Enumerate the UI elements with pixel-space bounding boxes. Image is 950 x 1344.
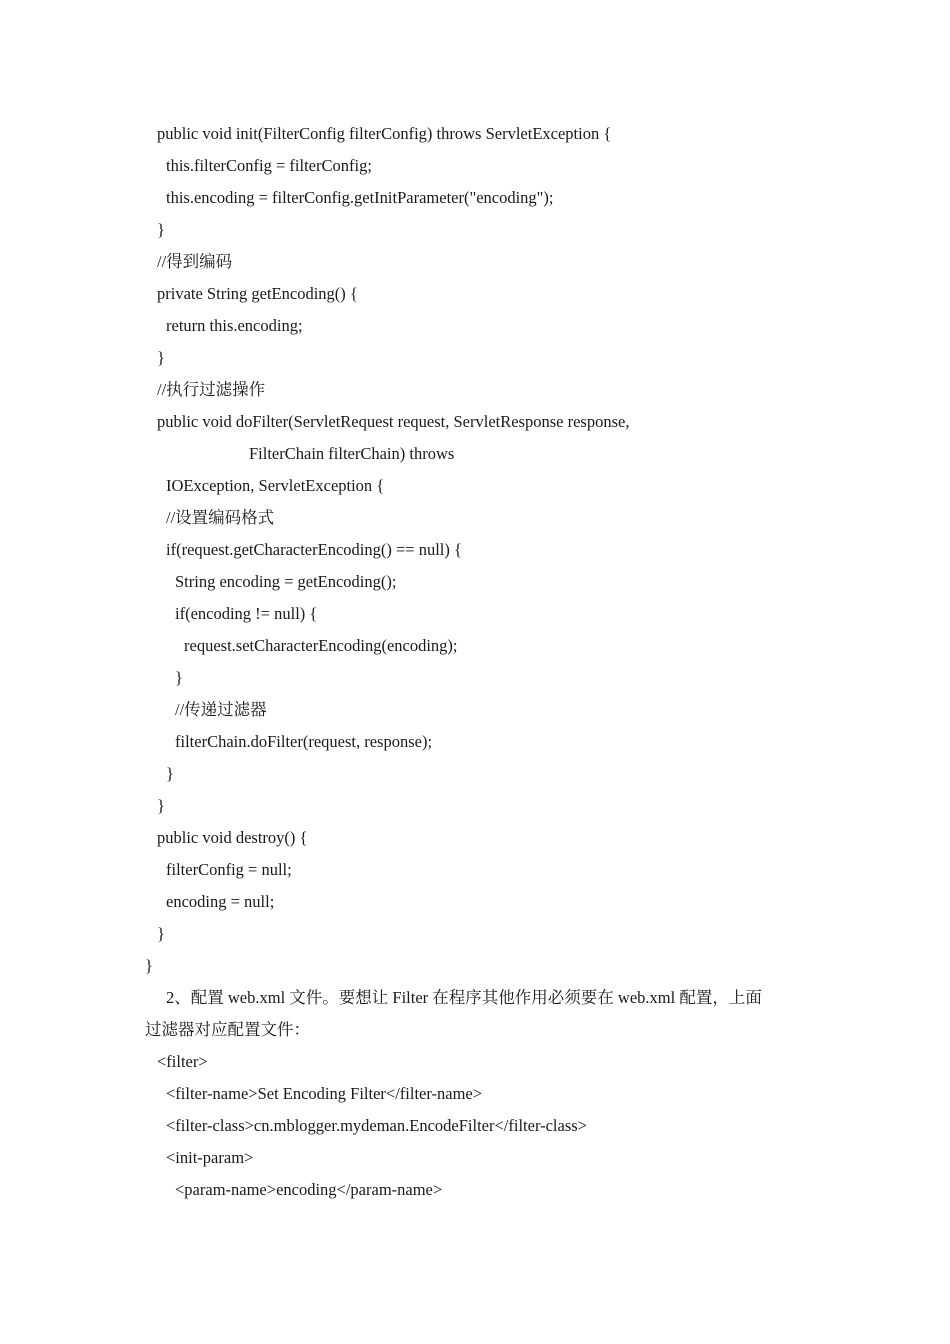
code-line: public void doFilter(ServletRequest request, ServletResponse response, bbox=[157, 412, 630, 431]
code-line: private String getEncoding() { bbox=[157, 284, 358, 303]
code-comment: //传递过滤器 bbox=[175, 700, 267, 719]
code-line: public void destroy() { bbox=[157, 828, 308, 847]
code-line: } bbox=[166, 764, 174, 783]
code-line: this.filterConfig = filterConfig; bbox=[166, 156, 372, 175]
code-line: return this.encoding; bbox=[166, 316, 303, 335]
code-comment: //执行过滤操作 bbox=[157, 380, 266, 399]
code-line: } bbox=[145, 956, 153, 975]
code-line: filterConfig = null; bbox=[166, 860, 292, 879]
code-line: encoding = null; bbox=[166, 892, 275, 911]
paragraph-line: 2、配置 web.xml 文件。要想让 Filter 在程序其他作用必须要在 web.xml 配置，上面 bbox=[166, 988, 762, 1007]
code-line: IOException, ServletException { bbox=[166, 476, 385, 495]
code-line: if(encoding != null) { bbox=[175, 604, 318, 623]
xml-line: <init-param> bbox=[166, 1148, 254, 1167]
xml-line: <filter-class>cn.mblogger.mydeman.EncodeFilter</filter-class> bbox=[166, 1116, 587, 1135]
code-line: FilterChain filterChain) throws bbox=[249, 444, 455, 463]
code-comment: //设置编码格式 bbox=[166, 508, 275, 527]
xml-line: <param-name>encoding</param-name> bbox=[175, 1180, 443, 1199]
xml-line: <filter-name>Set Encoding Filter</filter-name> bbox=[166, 1084, 483, 1103]
code-line: filterChain.doFilter(request, response); bbox=[175, 732, 433, 751]
code-line: request.setCharacterEncoding(encoding); bbox=[184, 636, 458, 655]
code-line: } bbox=[157, 348, 165, 367]
xml-line: <filter> bbox=[157, 1052, 208, 1071]
code-line: } bbox=[157, 220, 165, 239]
code-line: this.encoding = filterConfig.getInitParameter("encoding"); bbox=[166, 188, 554, 207]
code-line: if(request.getCharacterEncoding() == null) { bbox=[166, 540, 462, 559]
code-line: } bbox=[175, 668, 183, 687]
code-comment: //得到编码 bbox=[157, 252, 233, 271]
code-line: String encoding = getEncoding(); bbox=[175, 572, 397, 591]
code-line: public void init(FilterConfig filterConfig) throws ServletException { bbox=[157, 124, 612, 143]
code-line: } bbox=[157, 796, 165, 815]
code-line: } bbox=[157, 924, 165, 943]
paragraph-line: 过滤器对应配置文件： bbox=[145, 1020, 310, 1039]
